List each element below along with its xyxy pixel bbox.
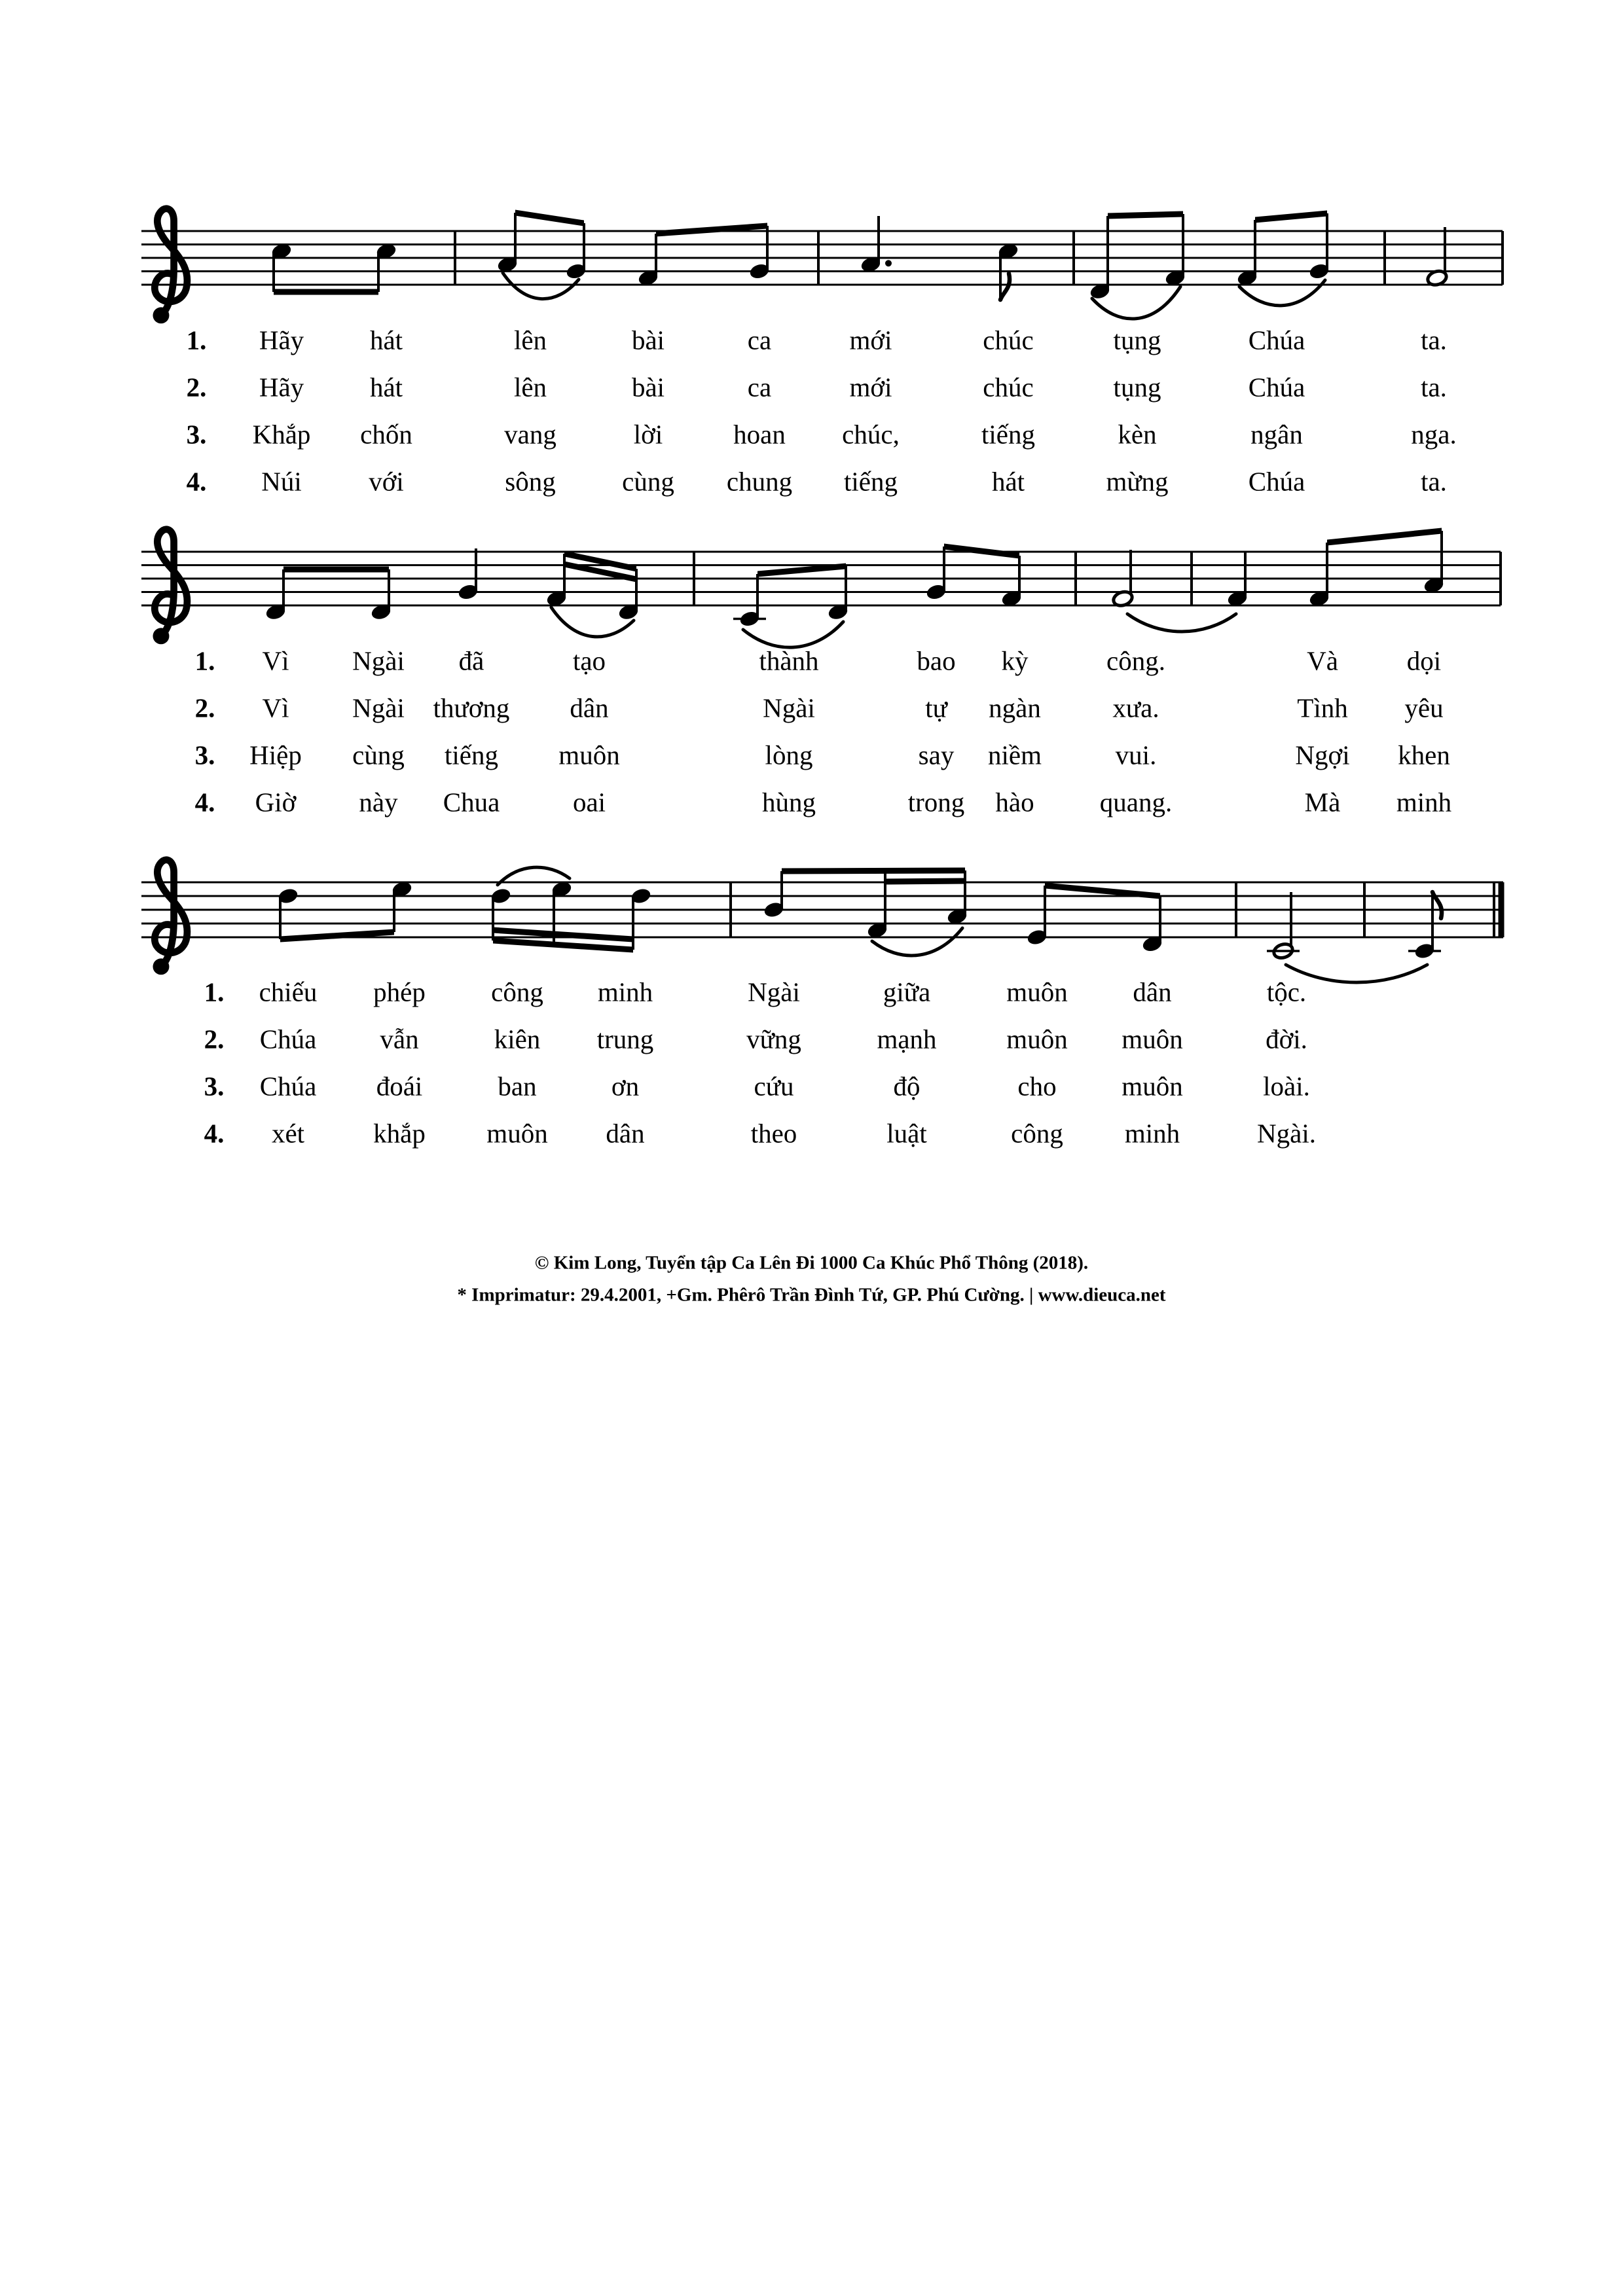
lyric-word: hoan: [733, 419, 786, 450]
lyric-word: Ngài.: [1257, 1118, 1316, 1149]
lyric-word: Hãy: [259, 325, 304, 355]
lyric-word: Tình: [1297, 692, 1348, 723]
lyric-word: muôn: [1122, 1024, 1183, 1054]
lyric-word: thành: [759, 645, 819, 676]
lyric-word: lòng: [765, 740, 813, 770]
verse-number: 2.: [194, 692, 215, 723]
lyric-word: Ngài: [352, 692, 405, 723]
footer-copyright: © Kim Long, Tuyển tập Ca Lên Đi 1000 Ca Khúc Phổ Thông (2018).: [534, 1252, 1089, 1274]
lyric-word: trung: [596, 1024, 654, 1054]
lyric-word: lời: [633, 419, 663, 450]
lyric-word: khắp: [373, 1118, 426, 1149]
lyric-word: Vì: [262, 692, 289, 723]
verse-number: 1.: [194, 645, 215, 676]
lyric-word: ca: [747, 325, 772, 355]
lyric-word: Chúa: [259, 1024, 317, 1054]
lyric-word: giữa: [883, 977, 931, 1007]
lyric-word: ca: [747, 372, 772, 403]
lyric-word: Chua: [443, 787, 500, 817]
lyric-word: phép: [373, 977, 426, 1007]
lyric-word: vẫn: [380, 1024, 419, 1054]
lyric-word: muôn: [1122, 1071, 1183, 1102]
lyric-word: minh: [597, 977, 653, 1007]
lyric-word: Hãy: [259, 372, 304, 403]
lyric-word: Vì: [262, 645, 289, 676]
lyric-word: Ngài: [352, 645, 405, 676]
lyric-word: chúc: [983, 325, 1034, 355]
verse-number: 3.: [204, 1071, 225, 1102]
lyric-word: oai: [572, 787, 606, 817]
verse-number: 3.: [194, 740, 215, 770]
lyric-word: nga.: [1411, 419, 1457, 450]
lyric-word: hát: [369, 325, 403, 355]
lyric-word: say: [918, 740, 955, 770]
lyric-word: cùng: [622, 466, 674, 497]
lyric-word: ta.: [1421, 372, 1447, 403]
lyric-word: ta.: [1421, 325, 1447, 355]
lyric-word: muôn: [558, 740, 620, 770]
lyric-word: cùng: [352, 740, 405, 770]
lyric-word: hùng: [762, 787, 816, 817]
lyric-word: Núi: [261, 466, 302, 497]
lyric-word: ban: [498, 1071, 537, 1102]
verse-number: 1.: [186, 325, 207, 355]
lyric-word: chiếu: [259, 977, 318, 1007]
lyric-word: muôn: [1006, 1024, 1068, 1054]
lyric-word: luật: [886, 1118, 927, 1149]
lyric-word: theo: [750, 1118, 797, 1149]
lyric-word: với: [369, 466, 404, 497]
lyric-word: tự: [925, 692, 947, 723]
lyric-word: muôn: [486, 1118, 548, 1149]
lyric-word: Khắp: [252, 419, 311, 450]
lyric-word: Chúa: [1248, 325, 1305, 355]
lyric-word: tụng: [1113, 325, 1161, 355]
lyric-word: chung: [726, 466, 793, 497]
lyric-word: vui.: [1115, 740, 1157, 770]
lyric-word: Ngài: [763, 692, 815, 723]
lyric-word: hát: [991, 466, 1025, 497]
lyric-word: mạnh: [877, 1024, 937, 1054]
lyric-word: dân: [1133, 977, 1172, 1007]
lyric-word: mới: [849, 325, 892, 355]
lyric-word: tiếng: [844, 466, 898, 497]
lyric-word: lên: [513, 372, 547, 403]
lyric-word: này: [359, 787, 398, 817]
lyric-word: chúc: [983, 372, 1034, 403]
lyric-word: tụng: [1113, 372, 1161, 403]
lyric-word: tạo: [572, 645, 606, 676]
lyric-word: mới: [849, 372, 892, 403]
lyric-word: đã: [458, 645, 484, 676]
verse-number: 1.: [204, 977, 225, 1007]
lyric-word: khen: [1398, 740, 1450, 770]
lyric-word: kỳ: [1001, 645, 1029, 676]
lyric-word: Giờ: [255, 787, 297, 817]
lyric-word: lên: [513, 325, 547, 355]
verse-number: 4.: [194, 787, 215, 817]
lyric-word: yêu: [1404, 692, 1444, 723]
lyric-word: ngân: [1250, 419, 1303, 450]
verse-number: 3.: [186, 419, 207, 450]
lyric-word: mừng: [1106, 466, 1169, 497]
lyric-word: Hiệp: [249, 740, 302, 770]
verse-number: 4.: [186, 466, 207, 497]
lyric-word: trong: [907, 787, 965, 817]
lyric-word: Và: [1307, 645, 1338, 676]
lyric-word: đoái: [376, 1071, 423, 1102]
lyric-word: minh: [1396, 787, 1452, 817]
verse-number: 2.: [186, 372, 207, 403]
lyric-word: sông: [505, 466, 556, 497]
lyric-word: Ngài: [748, 977, 800, 1007]
lyric-word: công: [491, 977, 543, 1007]
lyric-word: thương: [433, 692, 510, 723]
lyric-word: minh: [1124, 1118, 1180, 1149]
verse-number: 4.: [204, 1118, 225, 1149]
lyric-word: bao: [917, 645, 956, 676]
lyric-word: chốn: [360, 419, 412, 450]
lyric-word: ơn: [611, 1071, 640, 1102]
lyric-word: dân: [570, 692, 609, 723]
footer-imprimatur: * Imprimatur: 29.4.2001, +Gm. Phêrô Trần Đình Tứ, GP. Phú Cường. | www.dieuca.net: [457, 1284, 1166, 1306]
lyric-word: tiếng: [981, 419, 1035, 450]
lyric-word: Mà: [1304, 787, 1341, 817]
lyric-word: chúc,: [842, 419, 900, 450]
lyric-word: đời.: [1266, 1024, 1307, 1054]
lyric-word: bài: [631, 372, 665, 403]
lyric-word: Chúa: [1248, 466, 1305, 497]
lyric-word: ngàn: [989, 692, 1041, 723]
lyric-word: Chúa: [1248, 372, 1305, 403]
lyric-word: tộc.: [1266, 977, 1307, 1007]
lyric-word: kiên: [494, 1024, 541, 1054]
lyric-word: dân: [606, 1118, 645, 1149]
lyric-word: độ: [893, 1071, 921, 1102]
lyric-word: bài: [631, 325, 665, 355]
lyric-word: Ngợi: [1295, 740, 1350, 770]
lyric-word: xưa.: [1112, 692, 1159, 723]
lyric-word: vững: [746, 1024, 801, 1054]
lyric-word: cho: [1017, 1071, 1057, 1102]
lyric-word: kèn: [1118, 419, 1157, 450]
lyric-word: xét: [271, 1118, 305, 1149]
lyric-word: niềm: [988, 740, 1042, 770]
lyric-word: quang.: [1099, 787, 1173, 817]
lyric-word: loài.: [1263, 1071, 1310, 1102]
lyric-word: Chúa: [259, 1071, 317, 1102]
lyric-word: hát: [369, 372, 403, 403]
lyric-word: hào: [995, 787, 1034, 817]
lyric-word: công: [1011, 1118, 1063, 1149]
lyric-word: tiếng: [445, 740, 498, 770]
lyric-word: công.: [1106, 645, 1165, 676]
lyric-word: dọi: [1406, 645, 1442, 676]
lyric-word: ta.: [1421, 466, 1447, 497]
lyric-word: vang: [504, 419, 556, 450]
verse-number: 2.: [204, 1024, 225, 1054]
lyric-word: muôn: [1006, 977, 1068, 1007]
lyric-word: cứu: [754, 1071, 794, 1102]
